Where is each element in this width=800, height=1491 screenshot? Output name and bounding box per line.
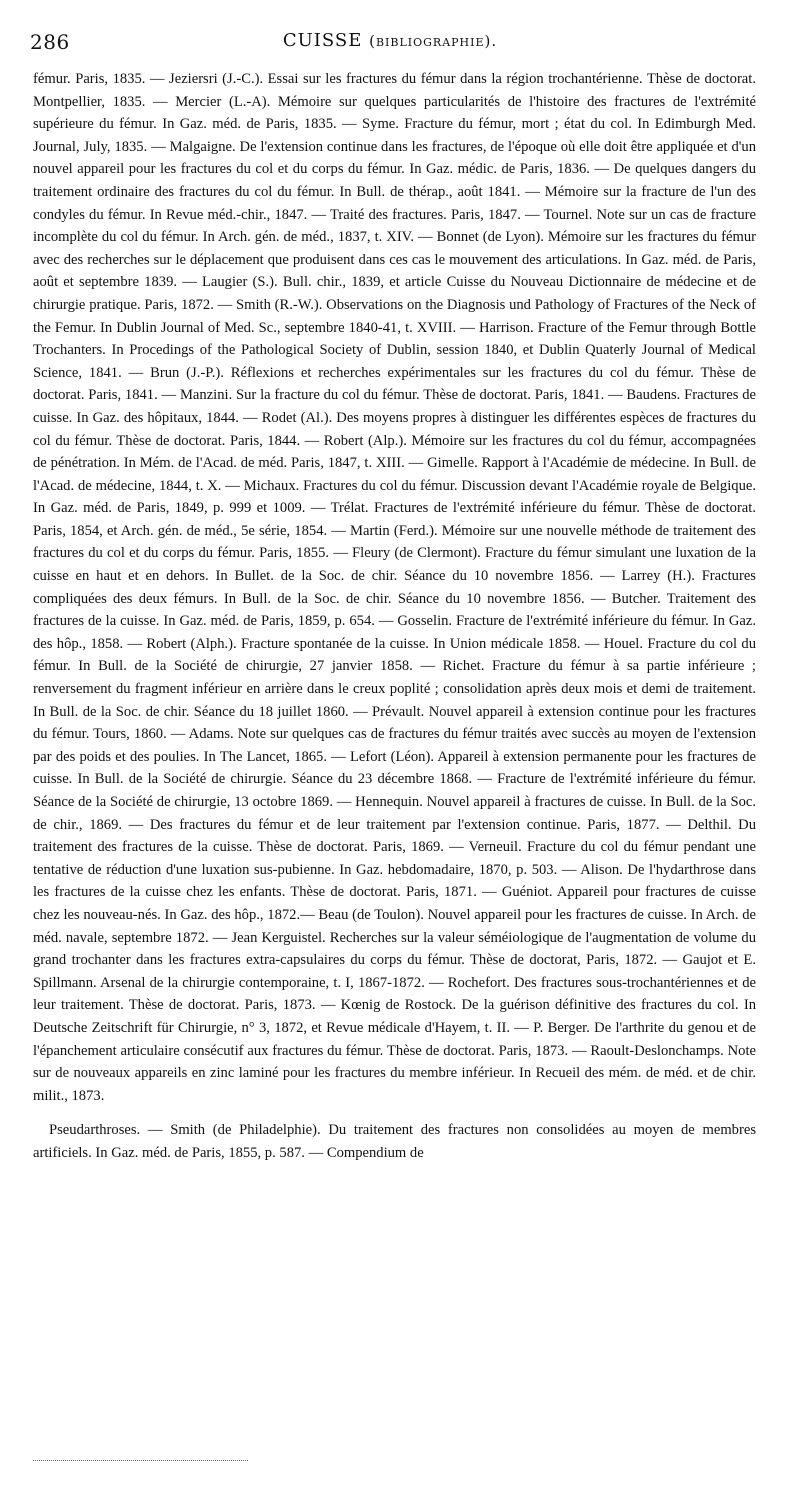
bibliography-paragraph-pseudarthroses: Pseudarthroses. — Smith (de Philadelphie). Du traitement des fractures non consolidées au moyen de membres artificiels. In Gaz. méd. de Paris, 1855, p. 587. — Compendium de [33, 1122, 756, 1161]
running-head-title: CUISSE [282, 30, 363, 51]
page-number: 286 [30, 30, 70, 54]
page-header [30, 30, 750, 60]
footnote-rule [33, 1460, 248, 1461]
running-head-subtitle: (bibliographie). [369, 32, 498, 50]
bibliography-text [33, 68, 756, 1165]
running-head [30, 30, 750, 51]
bibliography-paragraph-fractures: fémur. Paris, 1835. — Jeziersri (J.-C.). Essai sur les fractures du fémur dans la région trochantérienne. Thèse de doctorat. Montpellier, 1835. — Mercier (L.-A). Mémoire sur quelques particularités de l'histoire des fractures de l'extrémité supérieure du fémur. In Gaz. méd. de Paris, 1835. — Syme. Fracture du fémur, mort ; état du col. In Edimburgh Med. Journal, July, 1835. — Malgaigne. De l'extension continue dans les fractures, de l'époque où elle doit être appliquée et d'un nouvel appareil pour les fractures du col et du corps du fémur. In Gaz. médic. de Paris, 1836. — De quelques dangers du traitement ordinaire des fractures du col du fémur. In Bull. de thérap., août 1841. — Mémoire sur la fracture de l'un des condyles du fémur. In Revue méd.-chir., 1847. — Traité des fractures. Paris, 1847. — Tournel. Note sur un cas de fracture incomplète du col du fémur. In Arch. gén. de méd., 1837, t. XIV. — Bonnet (de Lyon). Mémoire sur les fractures du fémur avec des recherches sur le déplacement que produisent dans ces cas le mouvement des articulations. In Gaz. méd. de Paris, août et septembre 1839. — Laugier (S.). Bull. chir., 1839, et article Cuisse du Nouveau Dictionnaire de médecine et de chirurgie pratique. Paris, 1872. — Smith (R.-W.). Observations on the Diagnosis und Pathology of Fractures of the Neck of the Femur. In Dublin Journal of Med. Sc., septembre 1840-41, t. XVIII. — Harrison. Fracture of the Femur through Bottle Trochanters. In Procedings of the Pathological Society of Dublin, session 1840, et Dublin Quaterly Journal of Medical Science, 1841. — Brun (J.-P.). Réflexions et recherches expérimentales sur les fractures du col du fémur. Thèse de doctorat. Paris, 1841. — Manzini. Sur la fracture du col du fémur. Thèse de doctorat. Paris, 1841. — Baudens. Fractures de cuisse. In Gaz. des hôpitaux, 1844. — Rodet (Al.). Des moyens propres à distinguer les différentes espèces de fractures du col du fémur. Thèse de doctorat. Paris, 1844. — Robert (Alp.). Mémoire sur les fractures du col du fémur, accompagnées de pénétration. In Mém. de l'Acad. de méd. Paris, 1847, t. XIII. — Gimelle. Rapport à l'Académie de médecine. In Bull. de l'Acad. de médecine, 1844, t. X. — Michaux. Fractures du col du fémur. Discussion devant l'Académie royale de Belgique. In Gaz. méd. de Paris, 1849, p. 999 et 1009. — Trélat. Fractures de l'extrémité inférieure du fémur. Thèse de doctorat. Paris, 1854, et Arch. gén. de méd., 5e série, 1854. — Martin (Ferd.). Mémoire sur une nouvelle méthode de traitement des fractures du col et du corps du fémur. Paris, 1855. — Fleury (de Clermont). Fracture du fémur simulant une luxation de la cuisse en haut et en dehors. In Bullet. de la Soc. de chir. Séance du 10 novembre 1856. — Larrey (H.). Fractures compliquées des deux fémurs. In Bull. de la Soc. de chir. Séance du 10 novembre 1856. — Butcher. Traitement des fractures de la cuisse. In Gaz. méd. de Paris, 1859, p. 654. — Gosselin. Fracture de l'extrémité inférieure du fémur. In Gaz. des hôp., 1858. — Robert (Alph.). Fracture spontanée de la cuisse. In Union médicale 1858. — Houel. Fracture du col du fémur. In Bull. de la Société de chirurgie, 27 janvier 1858. — Richet. Fracture du fémur à sa partie inférieure ; renversement du fragment inférieur en arrière dans le creux poplité ; consolidation après deux mois et demi de traitement. In Bull. de la Soc. de chir. Séance du 18 juillet 1860. — Prévault. Nouvel appareil à extension continue pour les fractures du fémur. Tours, 1860. — Adams. Note sur quelques cas de fractures du fémur traités avec succès au moyen de l'extension par des poids et des poulies. In The Lancet, 1865. — Lefort (Léon). Appareil à extension permanente pour les fractures de cuisse. In Bull. de la Société de chirurgie. Séance du 23 décembre 1868. — Fracture de l'extrémité inférieure du fémur. Séance de la Société de chirurgie, 13 octobre 1869. — Hennequin. Nouvel appareil à fractures de cuisse. In Bull. de la Soc. de chir., 1869. — Des fractures du fémur et de leur traitement par l'extension continue. Paris, 1877. — Delthil. Du traitement des fractures de la cuisse. Thèse de doctorat. Paris, 1869. — Verneuil. Fracture du col du fémur pendant une tentative de réduction d'une luxation sus-pubienne. In Gaz. hebdomadaire, 1870, p. 503. — Alison. De l'hydarthrose dans les fractures de la cuisse chez les enfants. Thèse de doctorat. Paris, 1871. — Guéniot. Appareil pour fractures de cuisse chez les nouveau-nés. In Gaz. des hôp., 1872.— Beau (de Toulon). Nouvel appareil pour les fractures de cuisse. In Arch. de méd. navale, septembre 1872. — Jean Kerguistel. Recherches sur la valeur séméiologique de l'augmentation de volume du grand trochanter dans les fractures extra-capsulaires du corps du fémur. Thèse de doctorat, Paris, 1872. — Gaujot et E. Spillmann. Arsenal de la chirurgie contemporaine, t. I, 1867-1872. — Rochefort. Des fractures sous-trochantériennes et de leur traitement. Thèse de doctorat. Paris, 1873. — Kœnig de Rostock. De la guérison définitive des fractures du col. In Deutsche Zeitschrift für Chirurgie, n° 3, 1872, et Revue médicale d'Hayem, t. II. — P. Berger. De l'arthrite du genou et de l'épanchement articulaire consécutif aux fractures du fémur. Thèse de doctorat. Paris, 1873. — Raoult-Deslonchamps. Note sur de nouveaux appareils en zinc laminé pour les fractures du membre inférieur. In Recueil des mém. de méd. et de chir. milit., 1873. [33, 71, 756, 1104]
